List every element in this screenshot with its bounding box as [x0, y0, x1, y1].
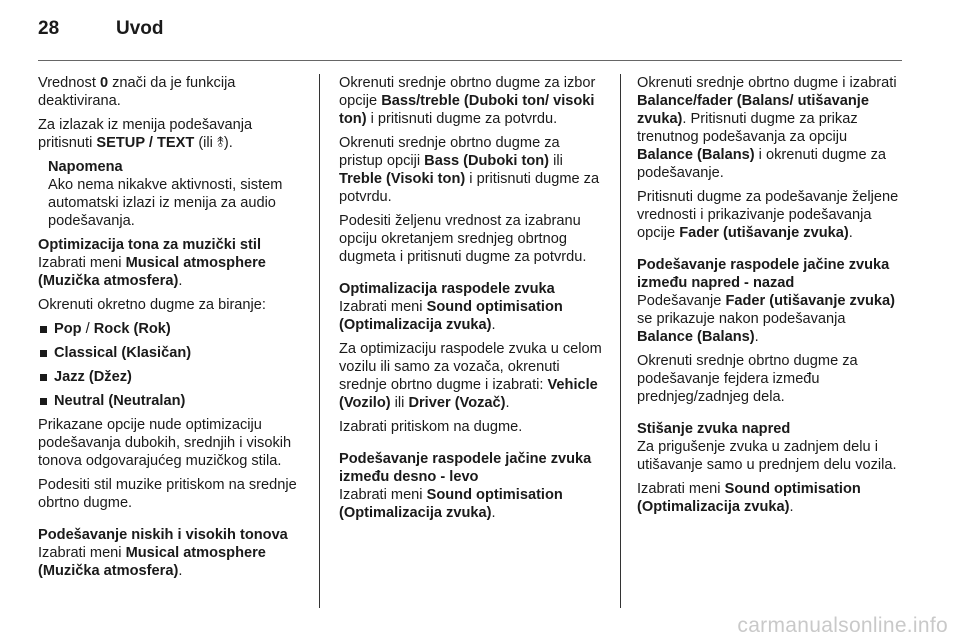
section-heading: Podešavanje raspodele jačine zvuka između desno - levo	[339, 451, 592, 485]
note-text: Ako nema nikakve aktivnosti, sistem automatski izlazi iz menija za audio podešavanja.	[48, 177, 283, 229]
paragraph: Izabrati meni Musical atmosphere (Muzička atmosfera).	[38, 545, 266, 579]
paragraph: Okrenuti srednje obrtno dugme za pristup opciji Bass (Duboki ton) ili Treble (Visoki ton) i pritisnuti dugme za potvrdu.	[339, 135, 600, 205]
column-1	[38, 74, 304, 586]
paragraph: Vrednost 0 znači da je funkcija deaktivirana.	[38, 75, 236, 109]
paragraph: Za prigušenje zvuka u zadnjem delu i utišavanje samo u prednjem delu vozila.	[637, 439, 897, 473]
section-heading: Optimizacija tona za muzički stil	[38, 237, 262, 253]
page-number: 28	[38, 18, 60, 39]
paragraph: Okrenuti srednje obrtno dugme za podešavanje fejdera između prednjeg/zadnjeg dela.	[637, 353, 858, 405]
paragraph: Za optimizaciju raspodele zvuka u celom vozilu ili samo za vozača, okrenuti srednje obrtno dugme i izabrati: Vehicle (Vozilo) ili Driver (Vozač).	[339, 341, 602, 411]
paragraph: Okrenuti okretno dugme za biranje:	[38, 297, 266, 313]
paragraph: Podesiti željenu vrednost za izabranu opciju okretanjem srednjeg obrtnog dugmeta i pritisnuti dugme za potvrdu.	[339, 213, 587, 265]
note-box	[48, 158, 304, 230]
watermark: carmanualsonline.info	[737, 614, 948, 637]
column-divider-2	[620, 74, 621, 608]
paragraph: Prikazane opcije nude optimizaciju podešavanja dubokih, srednjih i visokih tonova odgovarajućeg muzičkog stila.	[38, 417, 292, 469]
section-heading: Optimalizacija raspodele zvuka	[339, 281, 555, 297]
paragraph: Izabrati meni Sound optimisation (Optimalizacija zvuka).	[339, 487, 563, 521]
paragraph: Izabrati meni Sound optimisation (Optimalizacija zvuka).	[339, 299, 563, 333]
list-item: Jazz (Džez)	[38, 368, 304, 386]
back-arrow-icon: ⥉	[216, 135, 224, 151]
header-rule	[38, 60, 902, 61]
paragraph: Podešavanje Fader (utišavanje zvuka) se prikazuje nakon podešavanja Balance (Balans).	[637, 293, 895, 345]
paragraph: Izabrati meni Sound optimisation (Optimalizacija zvuka).	[637, 481, 861, 515]
chapter-title: Uvod	[116, 18, 164, 39]
paragraph: Izabrati pritiskom na dugme.	[339, 419, 523, 435]
column-divider-1	[319, 74, 320, 608]
column-2	[339, 74, 607, 528]
note-title: Napomena	[48, 159, 123, 175]
section-heading: Podešavanje raspodele jačine zvuka između napred - nazad	[637, 257, 890, 291]
paragraph: Okrenuti srednje obrtno dugme za izbor opcije Bass/treble (Duboki ton/ visoki ton) i pritisnuti dugme za potvrdu.	[339, 75, 596, 127]
paragraph: Okrenuti srednje obrtno dugme i izabrati Balance/fader (Balans/ utišavanje zvuka). Pritisnuti dugme za prikaz trenutnog podešavanja za opciju Balance (Balans) i okrenuti dugme za podešavanje.	[637, 75, 897, 181]
paragraph: Za izlazak iz menija podešavanja pritisnuti SETUP / TEXT (ili ⥉).	[38, 117, 253, 151]
paragraph: Podesiti stil muzike pritiskom na srednje obrtno dugme.	[38, 477, 297, 511]
section-heading: Podešavanje niskih i visokih tonova	[38, 527, 288, 543]
list-item: Classical (Klasičan)	[38, 344, 304, 362]
music-style-list	[38, 320, 304, 410]
column-3	[637, 74, 905, 522]
list-item: Pop / Rock (Rok)	[38, 320, 304, 338]
paragraph: Izabrati meni Musical atmosphere (Muzička atmosfera).	[38, 255, 266, 289]
list-item: Neutral (Neutralan)	[38, 392, 304, 410]
paragraph: Pritisnuti dugme za podešavanje željene vrednosti i prikazivanje podešavanja opcije Fader (utišavanje zvuka).	[637, 189, 899, 241]
section-heading: Stišanje zvuka napred	[637, 421, 791, 437]
